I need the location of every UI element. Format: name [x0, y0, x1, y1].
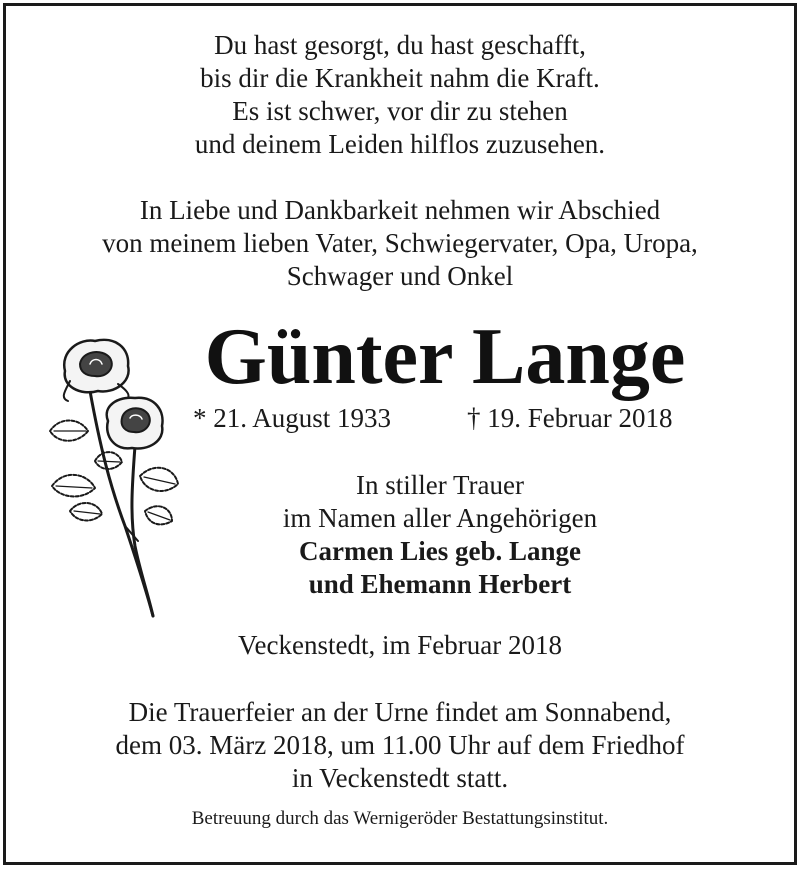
- mourners-intro: im Namen aller Angehörigen: [282, 503, 598, 533]
- farewell-line: Schwager und Onkel: [286, 261, 514, 291]
- deceased-name: Günter Lange: [204, 313, 686, 401]
- footer-note: Betreuung durch das Wernigeröder Bestattungsinstitut.: [191, 808, 609, 829]
- farewell-line: von meinem lieben Vater, Schwiegervater, Opa, Uropa,: [102, 228, 698, 258]
- poem-line: Es ist schwer, vor dir zu stehen: [232, 96, 568, 126]
- poem-line: Du hast gesorgt, du hast geschafft,: [214, 30, 586, 60]
- mourners-intro: In stiller Trauer: [356, 470, 524, 500]
- death-date: † 19. Februar 2018: [467, 403, 673, 433]
- poem-line: bis dir die Krankheit nahm die Kraft.: [200, 63, 600, 93]
- ceremony-line: dem 03. März 2018, um 11.00 Uhr auf dem Friedhof: [115, 730, 685, 760]
- rose-icon: [40, 336, 180, 621]
- mourner-name: und Ehemann Herbert: [308, 569, 572, 599]
- poem-line: und deinem Leiden hilflos zuzusehen.: [194, 129, 606, 159]
- place-date: Veckenstedt, im Februar 2018: [238, 630, 562, 660]
- ceremony-line: Die Trauerfeier an der Urne findet am Sonnabend,: [128, 697, 672, 727]
- birth-date: * 21. August 1933: [193, 403, 392, 433]
- farewell-line: In Liebe und Dankbarkeit nehmen wir Abschied: [139, 195, 661, 225]
- ceremony-line: in Veckenstedt statt.: [291, 763, 509, 793]
- mourner-name: Carmen Lies geb. Lange: [299, 536, 581, 566]
